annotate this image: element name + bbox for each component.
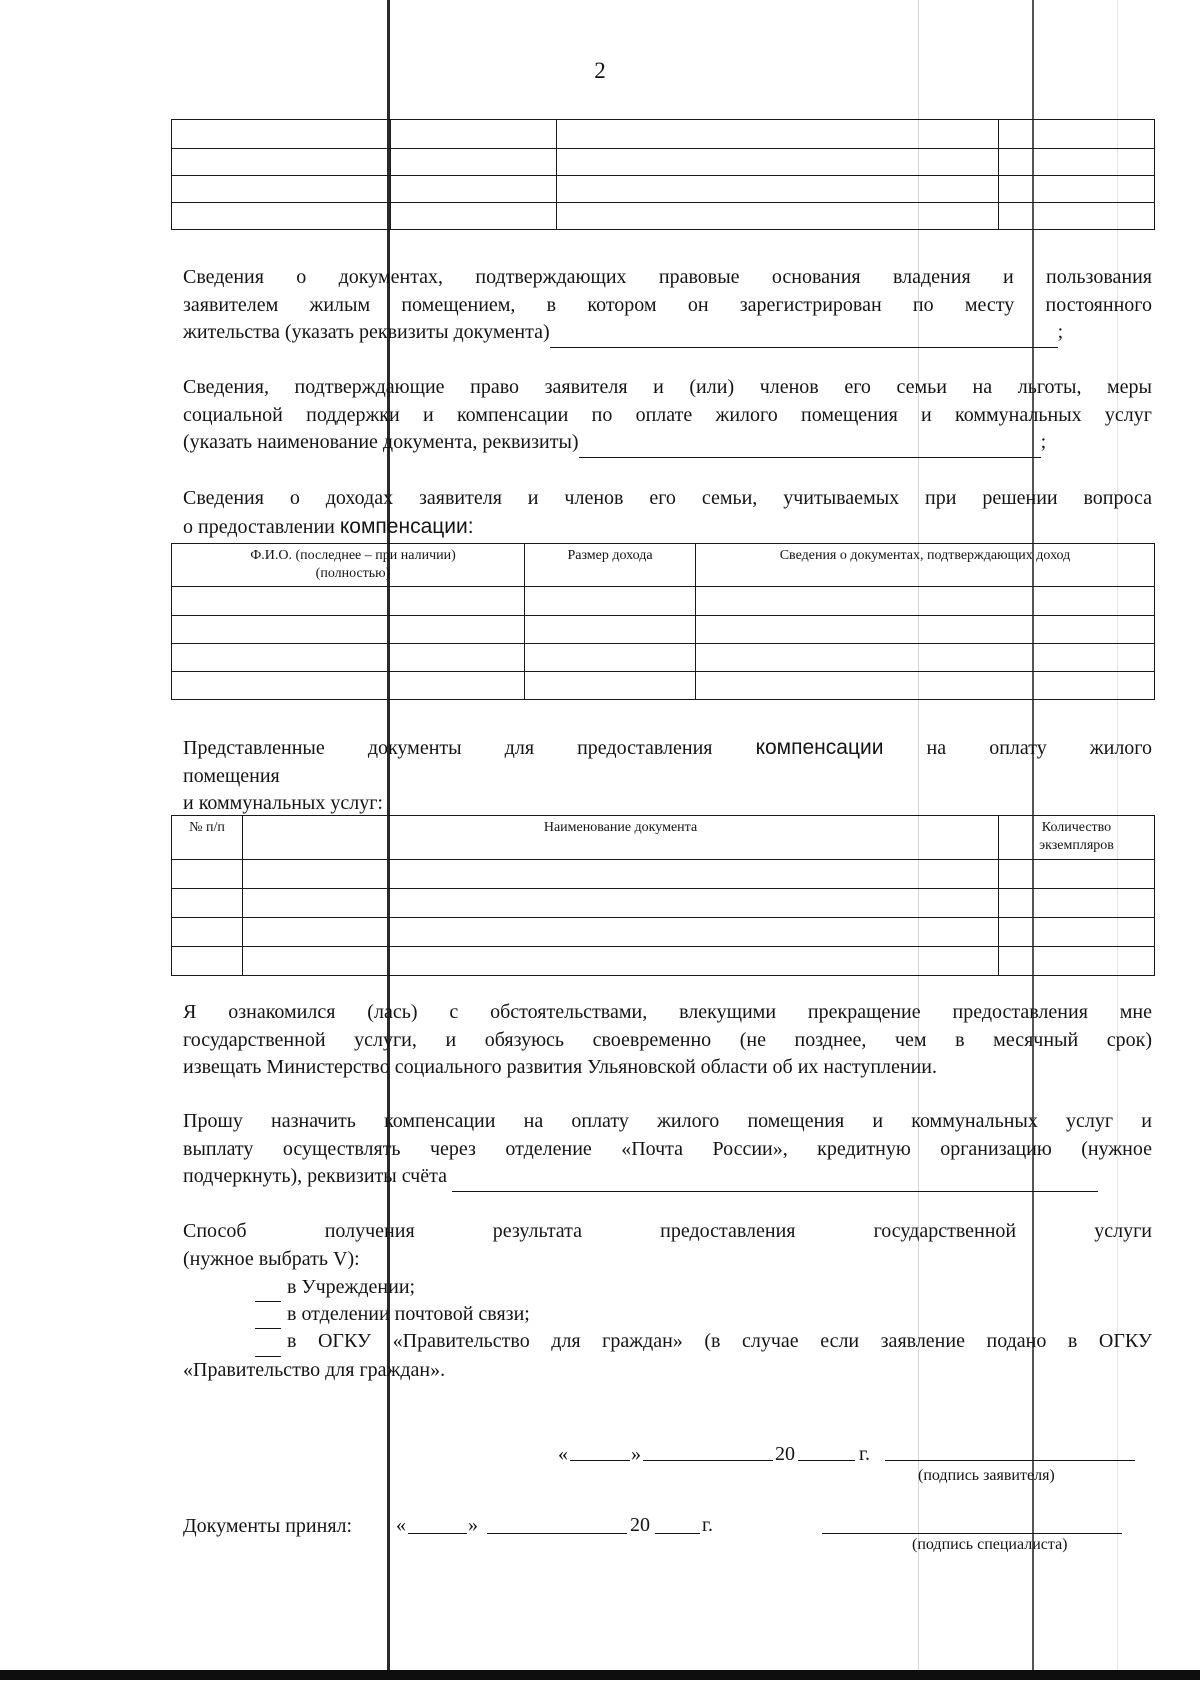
table-header-row — [172, 816, 1155, 860]
acknowledgement-paragraph — [183, 999, 1152, 1082]
delivery-method-paragraph — [183, 1218, 1152, 1273]
account-details-field[interactable] — [452, 1163, 1098, 1192]
column-header-number: № п/п — [172, 816, 243, 860]
table-cell[interactable] — [999, 149, 1155, 176]
table-cell[interactable] — [172, 176, 391, 203]
table-cell[interactable] — [557, 203, 999, 230]
paragraph-line: Сведения о документах, подтверждающих правовые основания владения и пользования — [183, 266, 1152, 288]
paragraph-text: подчеркнуть), реквизиты счёта — [183, 1165, 447, 1187]
table-cell[interactable] — [999, 120, 1155, 149]
paragraph-line — [183, 734, 1152, 763]
table-cell[interactable] — [243, 889, 999, 918]
table-cell[interactable] — [525, 672, 696, 700]
option-label: в Учреждении; — [287, 1276, 416, 1298]
paragraph-line: Сведения о доходах заявителя и членов его семьи, учитываемых при решении вопроса — [183, 487, 1152, 509]
specialist-month-field[interactable] — [487, 1533, 627, 1534]
table-cell[interactable] — [525, 616, 696, 644]
table-cell[interactable] — [172, 918, 243, 947]
table-cell[interactable] — [525, 644, 696, 672]
applicant-signature-line[interactable] — [885, 1460, 1135, 1461]
paragraph-line — [183, 1163, 1152, 1192]
table-row — [172, 889, 1155, 918]
paragraph-line: выплату осуществлять через отделение «Почта России», кредитную организацию (нужное — [183, 1137, 1152, 1160]
option-checkbox[interactable] — [255, 1274, 281, 1302]
table-row — [172, 918, 1155, 947]
table-cell[interactable] — [172, 149, 391, 176]
paragraph-text: Представленные документы для предоставления — [183, 737, 713, 759]
table-cell[interactable] — [696, 644, 1155, 672]
table-cell[interactable] — [172, 947, 243, 976]
table-cell[interactable] — [999, 176, 1155, 203]
documents-table — [171, 815, 1155, 976]
specialist-date-open-quote: « — [396, 1514, 406, 1536]
paragraph-text: на оплату жилого — [926, 737, 1153, 759]
specialist-signature-line[interactable] — [822, 1533, 1122, 1534]
paragraph-line: социальной поддержки и компенсации по оплате жилого помещения и коммунальных услуг — [183, 403, 1152, 426]
paragraph-line: Я ознакомился (лась) с обстоятельствами, влекущими прекращение предоставления мне — [183, 1001, 1152, 1023]
paragraph-line: помещения — [183, 764, 280, 787]
benefits-paragraph — [183, 374, 1152, 458]
applicant-day-field[interactable] — [570, 1460, 630, 1461]
table-cell[interactable] — [391, 176, 557, 203]
paragraph-line: Сведения, подтверждающие право заявителя и (или) членов его семьи на льготы, меры — [183, 376, 1152, 398]
table-cell[interactable] — [557, 176, 999, 203]
continuation-table — [171, 119, 1155, 230]
paragraph-line: (нужное выбрать V): — [183, 1247, 360, 1270]
line-end-mark: ; — [1040, 431, 1047, 453]
table-cell[interactable] — [999, 918, 1155, 947]
income-table — [171, 543, 1155, 700]
applicant-year-suffix: г. — [859, 1443, 870, 1465]
paragraph-text: жительства (указать реквизиты документа) — [183, 321, 550, 343]
table-cell[interactable] — [243, 860, 999, 889]
table-cell[interactable] — [557, 149, 999, 176]
column-header-fullname: Ф.И.О. (последнее – при наличии) (полностью) — [172, 544, 525, 587]
table-cell[interactable] — [172, 587, 525, 616]
table-header-row — [172, 544, 1155, 587]
table-cell[interactable] — [999, 947, 1155, 976]
paragraph-text: о предоставлении — [183, 515, 340, 538]
paragraph-line: и коммунальных услуг: — [183, 792, 383, 814]
column-header-income: Размер дохода — [525, 544, 696, 587]
option-label: в ОГКУ «Правительство для граждан» (в случае если заявление подано в ОГКУ — [287, 1330, 1152, 1352]
table-cell[interactable] — [172, 644, 525, 672]
column-header-income-documents: Сведения о документах, подтверждающих доход — [696, 544, 1155, 587]
applicant-year-prefix: 20 — [775, 1443, 795, 1465]
applicant-year-field[interactable] — [798, 1460, 855, 1461]
table-cell[interactable] — [391, 120, 557, 149]
table-row — [172, 120, 1155, 149]
table-row — [172, 587, 1155, 616]
specialist-day-field[interactable] — [408, 1533, 467, 1534]
table-cell[interactable] — [391, 149, 557, 176]
column-header-document-name: Наименование документа — [243, 816, 999, 860]
table-cell[interactable] — [999, 889, 1155, 918]
paragraph-line: заявителем жилым помещением, в котором он зарегистрирован по месту постоянного — [183, 293, 1152, 316]
table-cell[interactable] — [172, 203, 391, 230]
table-row — [172, 672, 1155, 700]
method-option-ogku[interactable] — [183, 1328, 1152, 1384]
request-paragraph — [183, 1108, 1152, 1192]
table-cell[interactable] — [696, 587, 1155, 616]
method-option-post-office[interactable] — [255, 1301, 530, 1329]
specialist-year-field[interactable] — [655, 1533, 700, 1534]
paragraph-line — [183, 319, 1152, 348]
table-cell[interactable] — [172, 616, 525, 644]
table-cell[interactable] — [243, 918, 999, 947]
table-cell[interactable] — [999, 860, 1155, 889]
benefits-documents-field[interactable] — [579, 429, 1041, 458]
applicant-signature-caption: (подпись заявителя) — [918, 1467, 1055, 1484]
paragraph-text: (указать наименование документа, реквизиты) — [183, 431, 579, 453]
paragraph-line: «Правительство для граждан». — [183, 1358, 446, 1381]
line-end-mark: ; — [1057, 321, 1064, 343]
table-cell[interactable] — [696, 616, 1155, 644]
table-cell[interactable] — [525, 587, 696, 616]
paragraph-line — [183, 429, 1152, 458]
scan-artifact-edge — [0, 1670, 1200, 1680]
table-row — [172, 203, 1155, 230]
housing-documents-paragraph — [183, 264, 1152, 348]
housing-documents-field[interactable] — [550, 319, 1058, 348]
specialist-year-suffix: г. — [702, 1514, 713, 1536]
table-cell[interactable] — [172, 889, 243, 918]
table-row — [172, 644, 1155, 672]
specialist-signature-caption: (подпись специалиста) — [912, 1536, 1068, 1553]
table-cell[interactable] — [696, 672, 1155, 700]
specialist-year-prefix: 20 — [630, 1514, 650, 1536]
method-option-institution[interactable] — [255, 1274, 415, 1302]
specialist-date-close-quote: » — [468, 1514, 478, 1536]
paragraph-line: государственной услуги, и обязуюсь своевременно (не позднее, чем в месячный срок) — [183, 1028, 1152, 1051]
table-cell[interactable] — [557, 120, 999, 149]
paragraph-line — [183, 1328, 1152, 1357]
table-row — [172, 947, 1155, 976]
table-cell[interactable] — [172, 860, 243, 889]
table-row — [172, 176, 1155, 203]
paragraph-line: извещать Министерство социального развития Ульяновской области об их наступлении. — [183, 1056, 938, 1078]
submitted-documents-paragraph — [183, 734, 1152, 818]
table-row — [172, 860, 1155, 889]
table-cell[interactable] — [172, 120, 391, 149]
paragraph-line: Способ получения результата предоставления государственной услуги — [183, 1220, 1152, 1242]
table-cell[interactable] — [243, 947, 999, 976]
table-cell[interactable] — [172, 672, 525, 700]
paragraph-line — [183, 513, 1152, 542]
table-cell[interactable] — [999, 203, 1155, 230]
applicant-date-close-quote: » — [631, 1443, 641, 1465]
table-row — [172, 149, 1155, 176]
table-row — [172, 616, 1155, 644]
applicant-month-field[interactable] — [643, 1460, 773, 1461]
table-cell[interactable] — [391, 203, 557, 230]
option-label: в отделении почтовой связи; — [287, 1303, 530, 1325]
applicant-date-open-quote: « — [558, 1443, 568, 1465]
income-paragraph — [183, 485, 1152, 541]
column-header-copies: Количество экземпляров — [999, 816, 1155, 860]
documents-accepted-label: Документы принял: — [183, 1515, 353, 1537]
emphasized-word: компенсации — [755, 736, 884, 759]
paragraph-line: Прошу назначить компенсации на оплату жилого помещения и коммунальных услуг и — [183, 1110, 1152, 1132]
option-checkbox[interactable] — [255, 1301, 281, 1329]
option-checkbox[interactable] — [255, 1328, 281, 1357]
emphasized-word: компенсации: — [339, 514, 474, 538]
page-number: 2 — [594, 58, 606, 83]
